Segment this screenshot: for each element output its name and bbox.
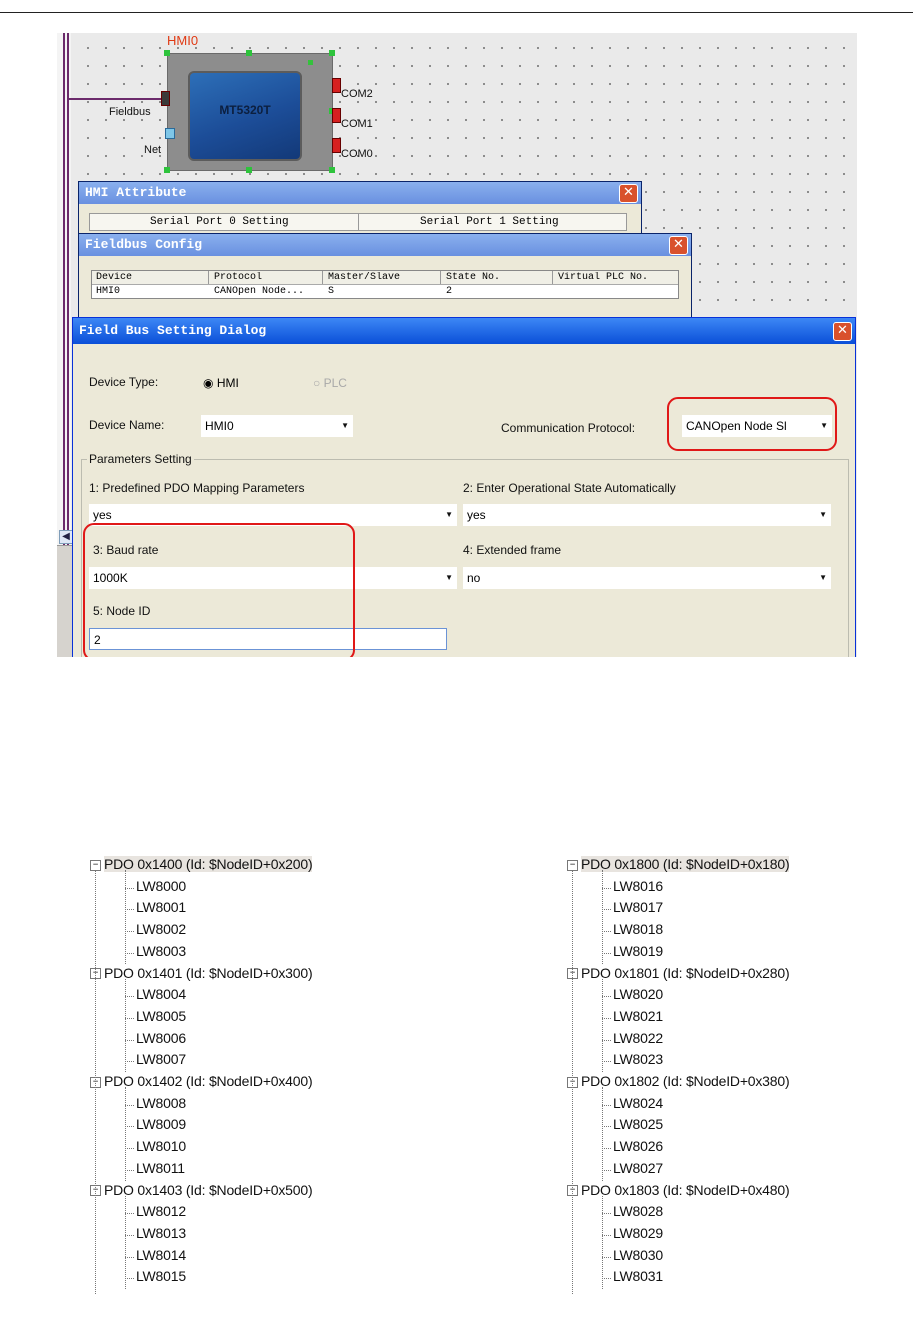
tree-connector [602, 1196, 603, 1290]
tree-connector [125, 1087, 126, 1181]
extended-frame-select[interactable] [463, 567, 831, 589]
chevron-down-icon: ▼ [820, 421, 828, 430]
tree-connector [602, 979, 603, 1073]
serial-port-tabs [89, 213, 627, 231]
hmi-device-label: HMI0 [167, 33, 199, 48]
collapse-icon[interactable]: − [90, 1185, 101, 1196]
tree-connector [125, 1148, 134, 1149]
baud-node-highlight [83, 523, 355, 657]
collapse-icon[interactable]: − [90, 1077, 101, 1088]
com1-port-label: COM1 [341, 118, 373, 130]
radio-selected-icon: ◉ [203, 376, 214, 390]
close-icon[interactable]: ✕ [833, 322, 852, 341]
tree-leaf-node[interactable]: LW8012 [136, 1203, 186, 1220]
tree-leaf-node[interactable]: LW8030 [613, 1246, 663, 1263]
tree-leaf-node[interactable]: LW8017 [613, 899, 663, 916]
tree-connector [602, 1061, 611, 1062]
device-name-select[interactable] [201, 415, 353, 437]
tree-tpdo [567, 856, 867, 1326]
fieldbus-port-label: Fieldbus [109, 106, 151, 118]
p1-label: 1: Predefined PDO Mapping Parameters [89, 481, 305, 495]
tree-leaf-node[interactable]: LW8014 [136, 1246, 186, 1263]
tree-leaf-node[interactable]: LW8013 [136, 1224, 186, 1241]
chevron-down-icon: ▼ [341, 421, 349, 430]
com2-port-label: COM2 [341, 88, 373, 100]
protocol-value: CANOpen Node Sl [686, 419, 787, 433]
hmi-device[interactable] [167, 53, 333, 171]
tree-leaf-node[interactable]: LW8018 [613, 921, 663, 938]
chevron-down-icon: ▼ [445, 510, 453, 519]
p1-value: yes [93, 508, 112, 522]
tree-root-connector [95, 870, 96, 1294]
tree-leaf-node[interactable]: LW8031 [613, 1268, 663, 1285]
fieldbus-config-titlebar [79, 234, 691, 256]
selection-handle[interactable] [246, 50, 252, 56]
tree-connector [125, 1235, 134, 1236]
tree-group-label: PDO 0x1801 (Id: $NodeID+0x280) [581, 964, 790, 981]
col-master-slave[interactable]: Master/Slave [328, 272, 401, 283]
tree-leaf-node[interactable]: LW8002 [136, 921, 186, 938]
field-bus-dialog-titlebar [73, 318, 855, 344]
p2-label: 2: Enter Operational State Automatically [463, 481, 676, 495]
cell-protocol: CANOpen Node... [214, 286, 305, 297]
tree-connector [602, 996, 611, 997]
tree-leaf-node[interactable]: LW8001 [136, 899, 186, 916]
tree-leaf-node[interactable]: LW8005 [136, 1007, 186, 1024]
device-name-value: HMI0 [205, 419, 234, 433]
chevron-down-icon: ▼ [819, 573, 827, 582]
tree-leaf-node[interactable]: LW8016 [613, 877, 663, 894]
com0-port-icon[interactable] [332, 138, 341, 153]
tree-leaf-node[interactable]: LW8028 [613, 1203, 663, 1220]
tree-connector [602, 1278, 611, 1279]
tree-connector [602, 1040, 611, 1041]
tree-leaf-node[interactable]: LW8025 [613, 1116, 663, 1133]
tree-connector [125, 1278, 134, 1279]
tree-leaf-node[interactable]: LW8020 [613, 986, 663, 1003]
com0-port-label: COM0 [341, 148, 373, 160]
tree-connector [125, 909, 134, 910]
tree-group-node[interactable] [90, 1073, 312, 1089]
tree-leaf-node[interactable]: LW8027 [613, 1159, 663, 1176]
tree-rpdo [90, 856, 390, 1326]
p5-label: 5: Node ID [93, 604, 151, 618]
collapse-icon[interactable]: − [90, 860, 101, 871]
device-name-label: Device Name: [89, 418, 165, 432]
hmi-device-screen [188, 71, 302, 161]
tree-leaf-node[interactable]: LW8026 [613, 1138, 663, 1155]
tree-group-node[interactable] [567, 965, 789, 981]
tab-serial-port-1[interactable]: Serial Port 1 Setting [420, 216, 559, 228]
fieldbus-device-table [91, 270, 679, 299]
tree-group-node[interactable] [90, 965, 312, 981]
tree-group-node[interactable] [567, 856, 789, 872]
tree-connector [125, 1257, 134, 1258]
tree-connector [125, 979, 126, 1073]
p2-select[interactable] [463, 504, 831, 526]
col-protocol[interactable]: Protocol [214, 272, 263, 283]
tree-connector [602, 870, 603, 964]
p4-label: 4: Extended frame [463, 543, 562, 557]
tree-connector [125, 888, 134, 889]
field-bus-setting-dialog [72, 317, 856, 657]
tree-connector [602, 1235, 611, 1236]
tab-serial-port-0[interactable]: Serial Port 0 Setting [150, 216, 289, 228]
hmi-model-label: MT5320T [219, 103, 271, 117]
tree-leaf-node[interactable]: LW8010 [136, 1138, 186, 1155]
cell-state-no: 2 [446, 286, 453, 297]
tree-connector [602, 1257, 611, 1258]
tree-connector [602, 1213, 611, 1214]
tree-group-node[interactable] [567, 1073, 789, 1089]
com2-port-icon[interactable] [332, 78, 341, 93]
net-port-label: Net [144, 144, 162, 156]
table-header [92, 271, 678, 285]
tree-connector [125, 953, 134, 954]
tree-leaf-node[interactable]: LW8024 [613, 1094, 663, 1111]
tree-connector [125, 931, 134, 932]
tree-group-label: PDO 0x1401 (Id: $NodeID+0x300) [104, 964, 313, 981]
selection-handle[interactable] [164, 50, 170, 56]
tree-group-label: PDO 0x1400 (Id: $NodeID+0x200) [104, 856, 313, 872]
tree-leaf-node[interactable]: LW8000 [136, 877, 186, 894]
radio-unselected-icon: ○ [313, 376, 321, 390]
tree-connector [602, 1126, 611, 1127]
tree-root-connector [572, 870, 573, 1294]
collapse-icon[interactable]: − [90, 968, 101, 979]
tree-connector [602, 953, 611, 954]
tree-connector [602, 1087, 603, 1181]
collapse-icon[interactable]: − [567, 968, 578, 979]
cell-device: HMI0 [96, 286, 121, 297]
p2-value: yes [467, 508, 486, 522]
tree-leaf-node[interactable]: LW8006 [136, 1029, 186, 1046]
p3-value: 1000K [93, 571, 128, 585]
selection-handle[interactable] [164, 167, 170, 173]
tree-connector [602, 931, 611, 932]
tree-leaf-node[interactable]: LW8008 [136, 1094, 186, 1111]
cell-master-slave: S [328, 286, 335, 297]
tree-group-label: PDO 0x1403 (Id: $NodeID+0x500) [104, 1181, 313, 1198]
tree-connector [602, 1018, 611, 1019]
tree-group-label: PDO 0x1802 (Id: $NodeID+0x380) [581, 1073, 790, 1089]
selection-handle[interactable] [246, 167, 252, 173]
tree-connector [125, 1213, 134, 1214]
tree-connector [602, 1170, 611, 1171]
fieldbus-connection-line [67, 98, 167, 100]
scroll-left-button[interactable]: ◀ [59, 530, 73, 544]
table-row[interactable] [92, 285, 678, 298]
tree-leaf-node[interactable]: LW8022 [613, 1029, 663, 1046]
tree-connector [125, 1105, 134, 1106]
tree-group-node[interactable] [567, 1182, 789, 1198]
tree-leaf-node[interactable]: LW8015 [136, 1268, 186, 1285]
tree-connector [125, 1040, 134, 1041]
page-header-rule [0, 12, 913, 13]
tree-leaf-node[interactable]: LW8019 [613, 942, 663, 959]
chevron-down-icon: ▼ [819, 510, 827, 519]
tree-connector [125, 1196, 126, 1290]
tree-connector [602, 1148, 611, 1149]
tree-connector [125, 1170, 134, 1171]
p4-value: no [467, 571, 481, 585]
col-device[interactable]: Device [96, 272, 133, 283]
tree-connector [125, 996, 134, 997]
com1-port-icon[interactable] [332, 108, 341, 123]
tree-connector [125, 1018, 134, 1019]
fieldbus-port-icon[interactable] [161, 91, 170, 106]
hmi-attribute-titlebar [79, 182, 641, 204]
tree-connector [602, 1105, 611, 1106]
tree-group-label: PDO 0x1803 (Id: $NodeID+0x480) [581, 1181, 790, 1198]
selection-handle[interactable] [329, 50, 335, 56]
chevron-down-icon: ▼ [445, 573, 453, 582]
tree-leaf-node[interactable]: LW8029 [613, 1224, 663, 1241]
p3-label: 3: Baud rate [93, 543, 159, 557]
tree-leaf-node[interactable]: LW8011 [136, 1159, 185, 1176]
project-canvas [57, 33, 857, 657]
tree-leaf-node[interactable]: LW8007 [136, 1051, 186, 1068]
tree-group-node[interactable] [90, 1182, 312, 1198]
tree-connector [602, 909, 611, 910]
hmi-attribute-title: HMI Attribute [85, 185, 187, 200]
power-led-icon [308, 60, 313, 65]
p5-value: 2 [94, 633, 101, 647]
fieldbus-config-title: Fieldbus Config [85, 237, 203, 252]
col-virtual-plc-no[interactable]: Virtual PLC No. [558, 272, 649, 283]
field-bus-dialog-title: Field Bus Setting Dialog [79, 323, 267, 338]
close-icon[interactable]: ✕ [669, 236, 688, 255]
tree-group-node[interactable] [90, 856, 312, 872]
net-port-icon[interactable] [165, 128, 175, 139]
tree-group-label: PDO 0x1402 (Id: $NodeID+0x400) [104, 1073, 313, 1089]
tree-connector [602, 888, 611, 889]
tree-leaf-node[interactable]: LW8021 [613, 1007, 663, 1024]
collapse-icon[interactable]: − [567, 860, 578, 871]
protocol-label: Communication Protocol: [501, 421, 636, 435]
tree-connector [125, 1126, 134, 1127]
tree-leaf-node[interactable]: LW8003 [136, 942, 186, 959]
col-state-no[interactable]: State No. [446, 272, 501, 283]
tree-connector [125, 870, 126, 964]
close-icon[interactable]: ✕ [619, 184, 638, 203]
tree-leaf-node[interactable]: LW8023 [613, 1051, 663, 1068]
protocol-highlight [667, 397, 837, 451]
parameters-group-title: Parameters Setting [89, 452, 192, 466]
radio-hmi[interactable]: ◉ HMI [203, 376, 239, 390]
tree-leaf-node[interactable]: LW8004 [136, 986, 186, 1003]
tree-group-label: PDO 0x1800 (Id: $NodeID+0x180) [581, 856, 790, 872]
collapse-icon[interactable]: − [567, 1077, 578, 1088]
tree-connector [125, 1061, 134, 1062]
device-type-label: Device Type: [89, 375, 159, 389]
radio-plc[interactable]: ○ PLC [313, 376, 347, 390]
selection-handle[interactable] [329, 167, 335, 173]
tree-leaf-node[interactable]: LW8009 [136, 1116, 186, 1133]
collapse-icon[interactable]: − [567, 1185, 578, 1196]
